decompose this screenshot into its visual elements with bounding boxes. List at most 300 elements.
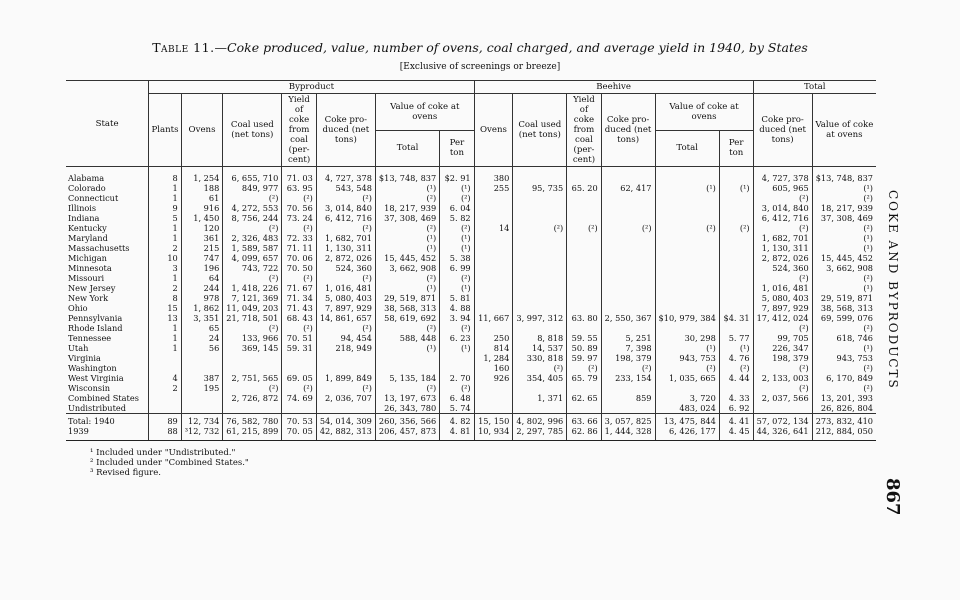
cell-b-ovens: 24 [181,333,223,343]
footnote-2: ² Included under "Combined States." [90,458,249,468]
cell-h-pt [719,243,753,253]
state-name: Maryland [66,233,149,243]
table-row [66,167,876,184]
cell-b-plants: 5 [149,213,182,223]
cell-h-ovens: 814 [474,343,513,353]
cell-h-coke: (²) [601,363,655,373]
state-name: Colorado [66,183,149,193]
cell-b-ovens: ³12, 732 [181,426,223,441]
cell-h-yield [567,193,601,203]
cell-h-ovens [474,393,513,403]
cell-b-pt: 6. 99 [440,263,474,273]
table-row [66,353,876,363]
running-head: COKE AND BYPRODUCTS [886,190,900,390]
cell-b-pt: 6. 48 [440,393,474,403]
cell-h-val: (¹) [655,343,719,353]
cell-h-ovens: 10, 934 [474,426,513,441]
table-row [66,283,876,293]
state-name: New Jersey [66,283,149,293]
cell-h-ovens [474,273,513,283]
cell-b-plants [149,363,182,373]
cell-h-yield: 63. 66 [567,414,601,427]
cell-b-coke: 1, 130, 311 [316,243,375,253]
table-row [66,273,876,283]
state-name: Washington [66,363,149,373]
cell-b-plants: 13 [149,313,182,323]
header-beehive: Beehive [474,81,753,94]
cell-h-pt: 4. 44 [719,373,753,383]
cell-b-coal: 61, 215, 899 [223,426,282,441]
state-name: Indiana [66,213,149,223]
cell-b-pt: (²) [440,193,474,203]
cell-h-pt [719,213,753,223]
cell-h-ovens [474,193,513,203]
cell-b-yield: (²) [282,323,316,333]
cell-h-coal: 330, 818 [513,353,567,363]
cell-b-val: 3, 662, 908 [375,263,439,273]
cell-t-coke: 1, 682, 701 [753,233,812,243]
cell-h-coke [601,303,655,313]
cell-b-val: 38, 568, 313 [375,303,439,313]
cell-b-yield: (²) [282,223,316,233]
cell-t-val: 18, 217, 939 [812,203,876,213]
cell-b-ovens: 244 [181,283,223,293]
cell-t-coke: (²) [753,273,812,283]
cell-b-plants: 2 [149,283,182,293]
cell-b-pt: 5. 74 [440,403,474,414]
header-state: State [66,81,149,167]
cell-t-coke: 1, 016, 481 [753,283,812,293]
cell-h-val: 483, 024 [655,403,719,414]
cell-b-coal: 7, 121, 369 [223,293,282,303]
cell-t-coke [753,403,812,414]
cell-b-yield: 72. 33 [282,233,316,243]
state-name: Ohio [66,303,149,313]
cell-h-ovens [474,303,513,313]
cell-h-coal [513,303,567,313]
cell-h-yield: (²) [567,363,601,373]
cell-b-yield [282,403,316,414]
cell-h-ovens [474,233,513,243]
cell-h-pt [719,383,753,393]
cell-h-ovens: 250 [474,333,513,343]
cell-h-coke: 3, 057, 825 [601,414,655,427]
table-subtitle: [Exclusive of screenings or breeze] [399,62,561,72]
cell-t-val: 3, 662, 908 [812,263,876,273]
cell-h-yield [567,243,601,253]
header-value-total: Total [375,130,439,167]
cell-t-coke: 44, 326, 641 [753,426,812,441]
cell-h-coal [513,167,567,184]
header-ovens: Ovens [181,94,223,167]
cell-b-val: 260, 356, 566 [375,414,439,427]
cell-h-yield [567,167,601,184]
cell-b-yield: 70. 06 [282,253,316,263]
cell-h-pt: (²) [719,363,753,373]
state-name: Illinois [66,203,149,213]
cell-h-val [655,203,719,213]
cell-b-plants: 88 [149,426,182,441]
cell-h-pt: (²) [719,223,753,233]
cell-h-coke: (²) [601,223,655,233]
cell-h-pt: $4. 31 [719,313,753,323]
state-name: Rhode Island [66,323,149,333]
cell-h-pt [719,283,753,293]
cell-b-val [375,353,439,363]
cell-b-plants: 10 [149,253,182,263]
cell-b-val: 26, 343, 780 [375,403,439,414]
cell-h-pt [719,193,753,203]
header-total-value: Value of coke at ovens [812,94,876,167]
header-value-per-ton: Per ton [440,130,474,167]
cell-t-coke: 198, 379 [753,353,812,363]
cell-b-coke: (²) [316,323,375,333]
state-name: Wisconsin [66,383,149,393]
cell-t-val: (¹) [812,243,876,253]
cell-t-val: (¹) [812,183,876,193]
cell-t-val: 37, 308, 469 [812,213,876,223]
cell-b-val [375,363,439,373]
cell-b-ovens: 61 [181,193,223,203]
cell-t-coke: 5, 080, 403 [753,293,812,303]
cell-b-ovens: 64 [181,273,223,283]
cell-h-val [655,323,719,333]
table-title [0,40,960,55]
cell-b-ovens: 1, 254 [181,167,223,184]
cell-h-coal: 354, 405 [513,373,567,383]
cell-b-coke: 1, 899, 849 [316,373,375,383]
state-name: Combined States [66,393,149,403]
cell-h-val [655,273,719,283]
header-beehive-ovens: Ovens [474,94,513,167]
cell-h-coal: 95, 735 [513,183,567,193]
cell-h-yield: (²) [567,223,601,233]
cell-b-yield: 71. 67 [282,283,316,293]
cell-b-coal: 2, 751, 565 [223,373,282,383]
cell-h-coal [513,233,567,243]
state-name: Michigan [66,253,149,263]
cell-b-yield: 71. 43 [282,303,316,313]
cell-b-coal: 2, 726, 872 [223,393,282,403]
cell-h-coal [513,203,567,213]
cell-b-plants: 2 [149,243,182,253]
cell-b-plants: 3 [149,263,182,273]
cell-h-ovens [474,243,513,253]
cell-b-ovens [181,353,223,363]
cell-t-val: 15, 445, 452 [812,253,876,263]
cell-h-coke [601,167,655,184]
cell-h-coal: (²) [513,363,567,373]
cell-h-yield [567,263,601,273]
table-row [66,253,876,263]
cell-b-pt: 2. 70 [440,373,474,383]
cell-b-pt [440,363,474,373]
state-name: Connecticut [66,193,149,203]
cell-b-yield: 68. 43 [282,313,316,323]
cell-h-ovens: 926 [474,373,513,383]
cell-h-ovens: 1, 284 [474,353,513,363]
cell-b-yield: 70. 51 [282,333,316,343]
cell-h-coal [513,293,567,303]
cell-b-val: (¹) [375,243,439,253]
header-beehive-value-at-ovens: Value of coke at ovens [655,94,753,131]
table-body [66,167,876,441]
cell-h-coal [513,323,567,333]
cell-h-coke [601,243,655,253]
cell-h-yield [567,213,601,223]
header-total: Total [753,81,876,94]
cell-h-coke: 1, 444, 328 [601,426,655,441]
table-row [66,303,876,313]
cell-t-coke: (²) [753,193,812,203]
table-row [66,183,876,193]
cell-h-val: 6, 426, 177 [655,426,719,441]
cell-h-yield [567,283,601,293]
cell-h-yield: 50. 89 [567,343,601,353]
table-row [66,323,876,333]
cell-b-ovens: 188 [181,183,223,193]
table-title-text: —Coke produced, value, number of ovens, coal charged, and average yield in 1940, by States [214,40,808,55]
table-number: Table 11. [152,40,215,55]
cell-t-coke: 226, 347 [753,343,812,353]
cell-b-yield: (²) [282,193,316,203]
cell-b-ovens: 1, 450 [181,213,223,223]
cell-h-coal [513,253,567,263]
cell-t-val: (²) [812,273,876,283]
cell-b-coke: 5, 080, 403 [316,293,375,303]
cell-h-coke [601,263,655,273]
cell-b-plants: 1 [149,183,182,193]
cell-b-yield: (²) [282,273,316,283]
cell-t-val: 69, 599, 076 [812,313,876,323]
cell-b-plants: 89 [149,414,182,427]
header-value-at-ovens: Value of coke at ovens [375,94,474,131]
cell-b-coke [316,353,375,363]
cell-b-pt: (¹) [440,283,474,293]
cell-t-coke: 2, 037, 566 [753,393,812,403]
cell-h-val [655,383,719,393]
cell-b-coal: 21, 718, 501 [223,313,282,323]
cell-b-plants: 8 [149,293,182,303]
cell-b-plants: 1 [149,343,182,353]
page-number: 867 [882,478,903,516]
cell-b-val: (¹) [375,183,439,193]
cell-h-coke: 198, 379 [601,353,655,363]
cell-b-ovens [181,393,223,403]
cell-b-coal: (²) [223,323,282,333]
cell-h-coal [513,213,567,223]
cell-b-coke [316,363,375,373]
cell-h-coal: 2, 297, 785 [513,426,567,441]
cell-h-coke [601,283,655,293]
header-byproduct: Byproduct [149,81,474,94]
cell-b-pt: (²) [440,273,474,283]
state-name: Undistributed [66,403,149,414]
cell-b-coke: 3, 014, 840 [316,203,375,213]
cell-h-ovens [474,323,513,333]
cell-b-val: 58, 619, 692 [375,313,439,323]
table-row [66,213,876,223]
cell-b-val: 588, 448 [375,333,439,343]
cell-h-yield [567,303,601,313]
cell-b-yield: 70. 50 [282,263,316,273]
cell-b-yield: 70. 56 [282,203,316,213]
cell-b-coke: 543, 548 [316,183,375,193]
cell-h-yield: 59. 97 [567,353,601,363]
cell-b-coal: 1, 418, 226 [223,283,282,293]
footnote-1: ¹ Included under "Undistributed." [90,448,236,458]
cell-h-val [655,293,719,303]
cell-h-pt [719,253,753,263]
cell-b-coke: 218, 949 [316,343,375,353]
cell-b-pt: 4. 81 [440,426,474,441]
cell-t-val: (²) [812,383,876,393]
cell-b-ovens: 387 [181,373,223,383]
cell-h-coke: 859 [601,393,655,403]
cell-h-coke [601,273,655,283]
cell-b-ovens: 12, 734 [181,414,223,427]
cell-h-pt [719,263,753,273]
cell-h-coal [513,283,567,293]
cell-h-coke [601,323,655,333]
table-row [66,243,876,253]
cell-b-coke [316,403,375,414]
cell-b-coke: 1, 016, 481 [316,283,375,293]
cell-b-coke: 14, 861, 657 [316,313,375,323]
cell-t-coke: 2, 133, 003 [753,373,812,383]
cell-b-ovens: 3, 351 [181,313,223,323]
cell-b-coal: 849, 977 [223,183,282,193]
state-name: Missouri [66,273,149,283]
cell-h-yield: 62. 65 [567,393,601,403]
cell-b-ovens: 196 [181,263,223,273]
cell-t-coke: 3, 014, 840 [753,203,812,213]
cell-h-ovens [474,293,513,303]
cell-h-val: 13, 475, 844 [655,414,719,427]
cell-b-val: 13, 197, 673 [375,393,439,403]
cell-t-coke: (²) [753,323,812,333]
cell-h-ovens [474,263,513,273]
cell-b-plants [149,403,182,414]
table-row [66,193,876,203]
cell-t-coke: 99, 705 [753,333,812,343]
cell-b-ovens: 978 [181,293,223,303]
cell-t-val: (¹) [812,233,876,243]
cell-h-val [655,263,719,273]
header-beehive-coke-produced: Coke pro- duced (net tons) [601,94,655,167]
cell-h-coke [601,253,655,263]
cell-h-yield [567,273,601,283]
cell-b-val: $13, 748, 837 [375,167,439,184]
cell-t-coke: 4, 727, 378 [753,167,812,184]
cell-h-ovens [474,283,513,293]
state-name: Minnesota [66,263,149,273]
cell-h-pt [719,323,753,333]
cell-b-val: (²) [375,273,439,283]
cell-h-pt: 6. 92 [719,403,753,414]
cell-t-coke: 2, 872, 026 [753,253,812,263]
table-row [66,333,876,343]
cell-t-coke: 17, 412, 024 [753,313,812,323]
cell-b-coal: 133, 966 [223,333,282,343]
cell-h-yield [567,253,601,263]
state-name: 1939 [66,426,149,441]
cell-b-coke: 7, 897, 929 [316,303,375,313]
cell-b-yield: 59. 31 [282,343,316,353]
cell-h-yield [567,383,601,393]
cell-h-pt: 5. 77 [719,333,753,343]
cell-b-pt: (¹) [440,243,474,253]
cell-h-val: (²) [655,363,719,373]
cell-b-coke: 54, 014, 309 [316,414,375,427]
cell-h-coke [601,383,655,393]
cell-b-yield [282,353,316,363]
cell-b-pt: 5. 81 [440,293,474,303]
cell-b-ovens: 747 [181,253,223,263]
cell-h-coal: 4, 802, 996 [513,414,567,427]
cell-h-val: 943, 753 [655,353,719,363]
table-row [66,203,876,213]
cell-h-yield [567,203,601,213]
cell-b-coal: 4, 099, 657 [223,253,282,263]
state-name: Kentucky [66,223,149,233]
cell-h-coal [513,383,567,393]
cell-h-pt: 4. 45 [719,426,753,441]
cell-t-coke: 605, 965 [753,183,812,193]
cell-b-coal [223,403,282,414]
cell-h-coke: 7, 398 [601,343,655,353]
cell-b-pt: (²) [440,223,474,233]
cell-h-coke [601,203,655,213]
table-row [66,373,876,383]
cell-h-pt [719,203,753,213]
cell-h-ovens [474,403,513,414]
table-row [66,263,876,273]
cell-t-coke: (²) [753,363,812,373]
cell-b-coke: 2, 036, 707 [316,393,375,403]
cell-h-yield [567,403,601,414]
cell-b-yield: 71. 11 [282,243,316,253]
cell-b-plants: 9 [149,203,182,213]
cell-h-ovens [474,203,513,213]
cell-h-ovens: 255 [474,183,513,193]
cell-b-coal: 6, 655, 710 [223,167,282,184]
cell-b-yield: 70. 05 [282,426,316,441]
cell-b-ovens: 215 [181,243,223,253]
cell-b-pt: 3. 94 [440,313,474,323]
cell-h-val [655,283,719,293]
cell-t-val: 618, 746 [812,333,876,343]
cell-h-coal: 1, 371 [513,393,567,403]
cell-h-pt [719,293,753,303]
cell-b-coke: 4, 727, 378 [316,167,375,184]
cell-b-pt: 6. 23 [440,333,474,343]
cell-h-yield: 63. 80 [567,313,601,323]
cell-b-ovens: 120 [181,223,223,233]
cell-t-val: (¹) [812,343,876,353]
cell-b-ovens: 195 [181,383,223,393]
cell-t-val: (²) [812,223,876,233]
cell-h-pt: 4. 33 [719,393,753,403]
cell-b-pt: 6. 04 [440,203,474,213]
header-coke-produced: Coke pro- duced (net tons) [316,94,375,167]
cell-t-val: 212, 884, 050 [812,426,876,441]
cell-b-plants [149,353,182,363]
state-name: New York [66,293,149,303]
cell-h-coal [513,193,567,203]
cell-b-yield: 74. 69 [282,393,316,403]
table-row [66,313,876,323]
